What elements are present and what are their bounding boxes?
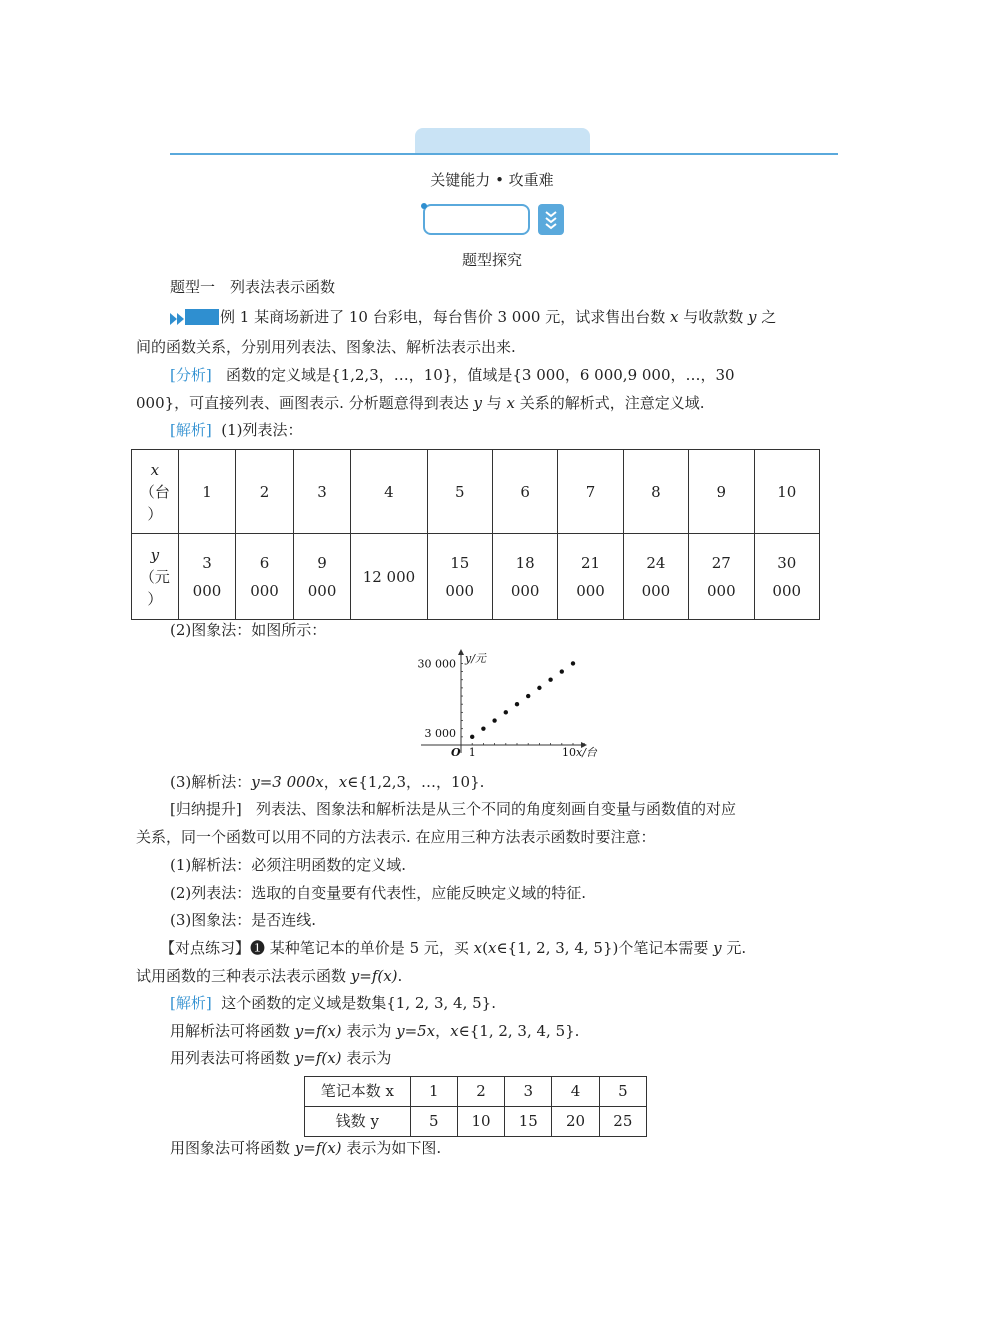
table-header: 笔记本数 x: [305, 1077, 411, 1107]
var-x: x: [450, 1022, 459, 1040]
var-y: y: [747, 308, 757, 326]
text: ∈{1,2,3，…，10}.: [347, 773, 485, 791]
text: 用列表法可将函数: [170, 1049, 295, 1067]
x-axis-label: x/台: [576, 746, 597, 759]
text: ∈{1, 2, 3, 4, 5})个笔记本需要: [496, 939, 714, 957]
table-cell: 1: [410, 1077, 457, 1107]
text: 表示为: [341, 1022, 397, 1040]
text: 000: [641, 581, 671, 600]
table-cell: 5: [599, 1077, 646, 1107]
text: 6: [259, 553, 270, 572]
text: 用解析法可将函数: [170, 1022, 295, 1040]
practice-sol-line3: [170, 1048, 391, 1068]
summary-line1: [170, 799, 736, 819]
scatter-chart: [410, 645, 597, 763]
text: 关系的解析式，注意定义域.: [514, 394, 705, 412]
text: 000: [772, 581, 802, 600]
var-x: x: [506, 394, 515, 412]
var-y: y: [473, 394, 482, 412]
header-rule: [170, 153, 838, 155]
data-point: [470, 735, 474, 739]
text: （台: [139, 482, 170, 501]
number-badge: ❶: [250, 939, 266, 957]
text: ∈{1, 2, 3, 4, 5}.: [458, 1022, 580, 1040]
analysis-line1: [170, 365, 735, 385]
table-cell: 5: [427, 450, 492, 534]
solution-tag: [解析]: [170, 421, 212, 439]
y-tick-label: 3 000: [424, 726, 456, 740]
data-point: [504, 710, 508, 714]
data-point: [548, 678, 552, 682]
table-row: [305, 1077, 647, 1107]
y-tick-label: 30 000: [417, 657, 456, 671]
data-point: [560, 669, 564, 673]
analysis-tag: [分析]: [170, 366, 212, 384]
data-point: [481, 726, 485, 730]
table-row: [132, 534, 820, 620]
text: 9: [317, 553, 327, 572]
table-cell: 25: [599, 1107, 646, 1137]
text: 列表法、图象法和解析法是从三个不同的角度刻画自变量与函数值的对应: [256, 800, 737, 818]
table-cell: 1: [178, 450, 236, 534]
table-cell: [492, 534, 557, 620]
table-cell: [178, 534, 236, 620]
chevron-down-icon: [538, 204, 564, 235]
x-tick-label: 10: [562, 746, 576, 759]
formula: y=f(x): [294, 1139, 342, 1157]
text: 用图象法可将函数: [170, 1139, 295, 1157]
text: y: [150, 545, 160, 564]
text: (: [482, 939, 488, 957]
summary-tag: [归纳提升]: [170, 800, 242, 818]
solution-tag: [解析]: [170, 994, 212, 1012]
text: 24: [646, 553, 666, 572]
page-subtitle: 题型探究: [461, 251, 522, 269]
practice-sol-line1: [170, 993, 496, 1013]
text: 元.: [721, 939, 747, 957]
table-notebook: [304, 1076, 647, 1137]
table-row: [305, 1107, 647, 1137]
row-label-y: [132, 534, 179, 620]
text: ，: [435, 1022, 451, 1040]
subtitle-box: [423, 204, 530, 235]
text: 000: [576, 581, 605, 600]
example-marker: [185, 309, 219, 325]
text: (1)列表法：: [221, 421, 303, 439]
table-header: 钱数 y: [305, 1107, 411, 1137]
text: 某商场新进了 10 台彩电，每台售价 3 000 元，试求售出台数: [254, 308, 670, 326]
text: 表示为如下图.: [341, 1139, 442, 1157]
table-cell: [689, 534, 754, 620]
practice-sol-line2: [170, 1021, 579, 1041]
table-cell: 9: [689, 450, 754, 534]
section-title: 关键能力 • 攻重难: [430, 171, 554, 189]
text: （元: [139, 567, 170, 586]
header-tab: [415, 128, 590, 155]
part3-line: [170, 772, 484, 792]
text: 000: [250, 581, 279, 600]
text: 000: [445, 581, 475, 600]
table-cell: [427, 534, 492, 620]
var-x: x: [473, 939, 483, 957]
table-cell: 20: [552, 1107, 599, 1137]
text: 30: [777, 553, 797, 572]
subtitle-box-dot: [421, 203, 427, 209]
summary-item: (3)图象法：是否连线.: [170, 911, 317, 929]
text: x: [150, 460, 160, 479]
table-cell: 3: [293, 450, 351, 534]
table-cell: 15: [505, 1107, 552, 1137]
type-title: 题型一 列表法表示函数: [170, 278, 336, 296]
data-point: [537, 686, 541, 690]
solution-line: [170, 420, 303, 440]
data-point: [571, 661, 575, 665]
data-point: [515, 702, 519, 706]
table-cell: [558, 534, 623, 620]
practice-sol-line4: [170, 1138, 441, 1158]
y-axis-label: y/元: [465, 652, 486, 665]
text: ）: [147, 504, 163, 523]
summary-item: (1)解析法：必须注明函数的定义域.: [170, 856, 407, 874]
table-cell: 4: [552, 1077, 599, 1107]
table-cell: 7: [558, 450, 623, 534]
text: 000: [192, 581, 222, 600]
text: 000: [307, 581, 337, 600]
example1-line2: 间的函数关系，分别用列表法、图象法、解析法表示出来.: [136, 338, 516, 356]
table-cell: 2: [457, 1077, 504, 1107]
text: 与收款数: [678, 308, 748, 326]
table-row: [132, 450, 820, 534]
text: 000}，可直接列表、画图表示. 分析题意得到表达: [136, 394, 474, 412]
formula: y=3 000x: [251, 773, 324, 791]
table-cell: [351, 534, 427, 620]
table-cell: 4: [351, 450, 427, 534]
table-cell: 8: [623, 450, 688, 534]
example-label: 例 1: [220, 308, 250, 326]
example1-line1: [220, 307, 776, 327]
text: 000: [510, 581, 540, 600]
text: 000: [706, 581, 736, 600]
text: 某种笔记本的单价是 5 元，买: [265, 939, 474, 957]
practice-line1: [160, 938, 746, 958]
table-cell: 6: [492, 450, 557, 534]
text: 12 000: [362, 567, 416, 586]
text: 与: [481, 394, 507, 412]
table-xy: [131, 449, 820, 620]
y-axis-arrow: [458, 649, 464, 655]
text: 函数的定义域是{1,2,3，…，10}，值域是{3 000，6 000,9 000，…，30: [226, 366, 735, 384]
x-tick-label: 1: [468, 746, 476, 759]
var-y: y: [713, 939, 722, 957]
text: .: [397, 967, 403, 985]
table-cell: 5: [410, 1107, 457, 1137]
formula: y=5x: [396, 1022, 436, 1040]
table-cell: [293, 534, 351, 620]
text: 之: [756, 308, 777, 326]
text: 15: [450, 553, 470, 572]
formula: y=f(x): [350, 967, 398, 985]
table-cell: 2: [236, 450, 294, 534]
text: ，: [323, 773, 339, 791]
text: ）: [147, 589, 163, 608]
text: (3)解析法：: [170, 773, 252, 791]
table-cell: [754, 534, 820, 620]
table-cell: 10: [457, 1107, 504, 1137]
summary-item: (2)列表法：选取的自变量要有代表性，应能反映定义域的特征.: [170, 884, 587, 902]
table-cell: 10: [754, 450, 820, 534]
var-x: x: [338, 773, 348, 791]
text: 表示为: [341, 1049, 392, 1067]
text: 3: [202, 553, 212, 572]
table-cell: 3: [505, 1077, 552, 1107]
origin-label: O: [451, 746, 461, 759]
row-label-x: [132, 450, 179, 534]
formula: y=f(x): [294, 1022, 342, 1040]
table-cell: [236, 534, 294, 620]
practice-tag: 【对点练习】: [160, 939, 251, 957]
text: 试用函数的三种表示法表示函数: [136, 967, 351, 985]
analysis-line2: [136, 393, 705, 413]
var-x: x: [669, 308, 679, 326]
summary-line2: 关系，同一个函数可以用不同的方法表示. 在应用三种方法表示函数时要注意：: [136, 828, 656, 846]
formula: y=f(x): [294, 1049, 342, 1067]
text: 这个函数的定义域是数集{1, 2, 3, 4, 5}.: [221, 994, 496, 1012]
part2-line: (2)图象法：如图所示：: [170, 621, 327, 639]
text: 21: [580, 553, 601, 572]
double-arrow-icon: [170, 311, 186, 329]
text: 27: [711, 553, 731, 572]
table-cell: [623, 534, 688, 620]
var-x: x: [487, 939, 497, 957]
text: 18: [515, 553, 535, 572]
data-point: [526, 694, 530, 698]
practice-line2: [136, 966, 402, 986]
data-point: [492, 718, 496, 722]
